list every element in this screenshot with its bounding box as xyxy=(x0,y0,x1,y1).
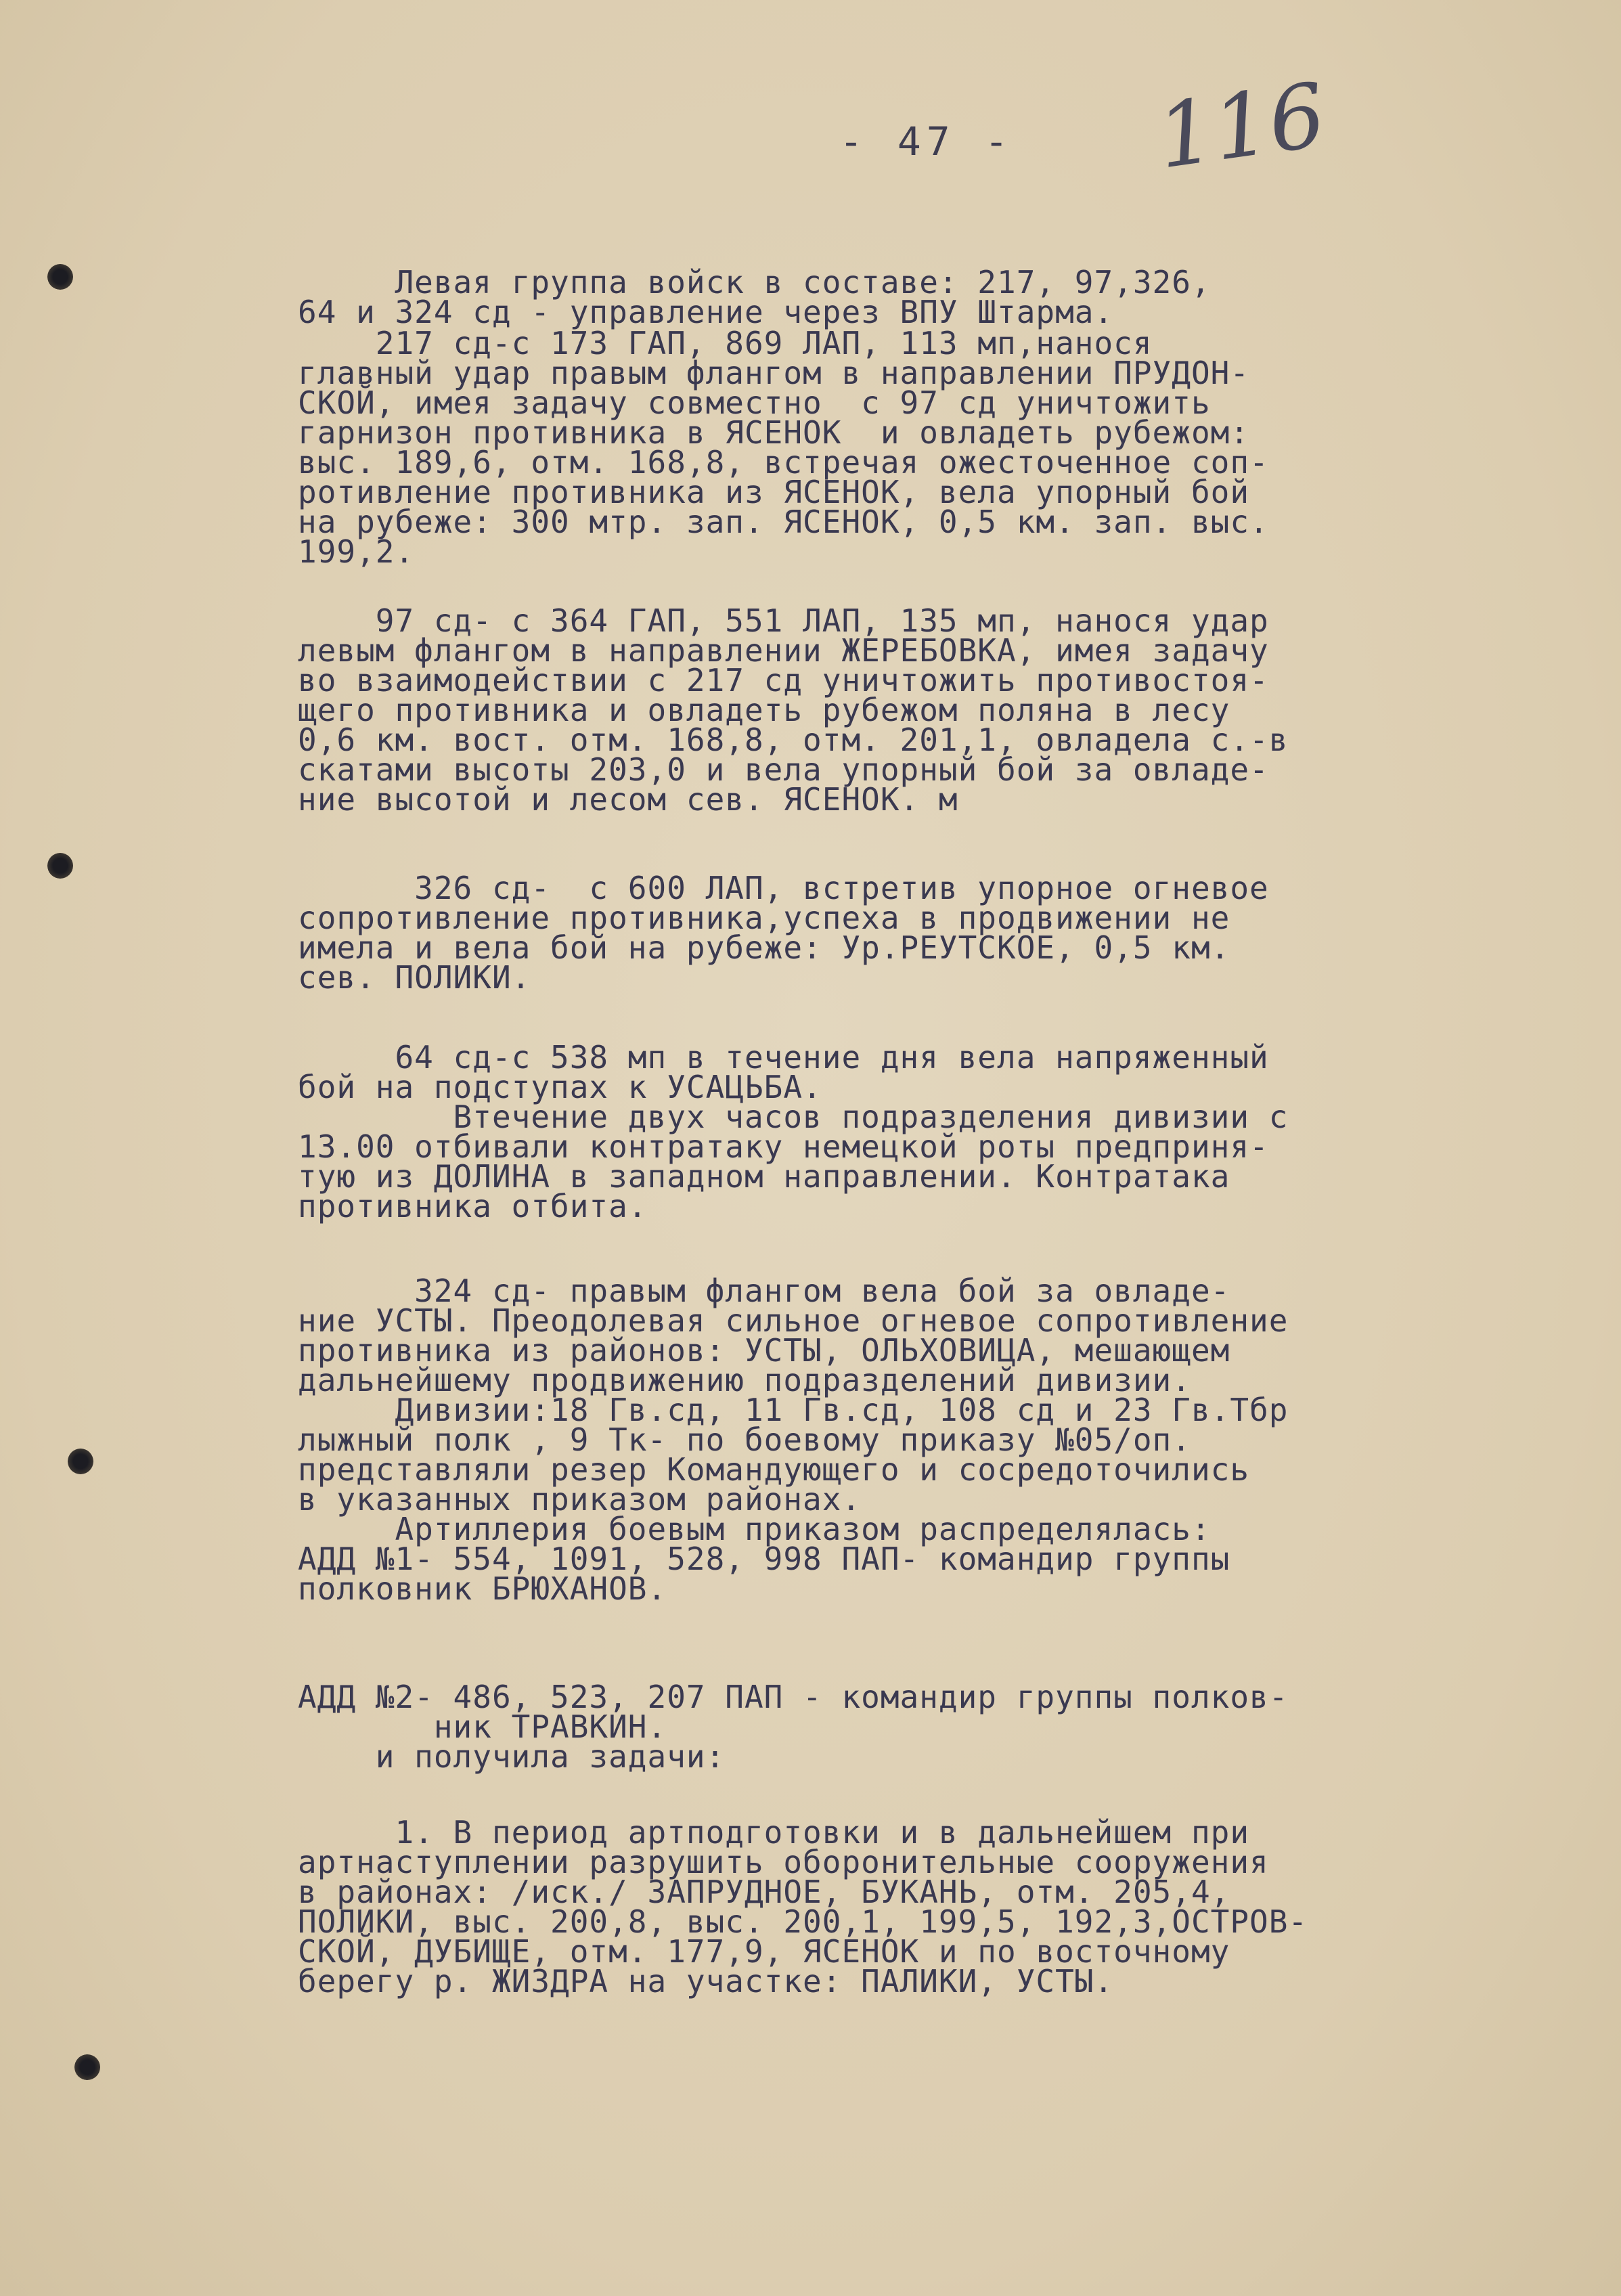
paragraph-326-sd xyxy=(298,870,1489,996)
text-line: Втечение двух часов подразделения дивизии с xyxy=(298,1099,1289,1135)
text-line: 324 сд- правым флангом вела бой за овладе- xyxy=(298,1273,1230,1309)
text-line: АДД №2- 486, 523, 207 ПАП - командир группы полков- xyxy=(298,1679,1289,1715)
text-line: дальнейшему продвижению подразделений дивизии. xyxy=(298,1362,1191,1398)
paragraph-97-sd xyxy=(298,602,1489,818)
text-line: скатами высоты 203,0 и вела упорный бой за овладе- xyxy=(298,751,1269,788)
text-line: противника из районов: УСТЫ, ОЛЬХОВИЦА, мешающем xyxy=(298,1332,1230,1369)
punch-hole-3 xyxy=(68,1449,93,1474)
text-line: ние УСТЫ. Преодолевая сильное огневое сопротивление xyxy=(298,1302,1289,1339)
text-line: 13.00 отбивали контратаку немецкой роты предприня- xyxy=(298,1128,1269,1165)
text-line: 1. В период артподготовки и в дальнейшем при xyxy=(298,1814,1250,1851)
text-line: 64 сд-с 538 мп в течение дня вела напряженный xyxy=(298,1039,1269,1076)
paragraph-217-sd xyxy=(298,325,1489,570)
paragraph-add-2 xyxy=(298,1679,1489,1775)
text-line: полковник БРЮХАНОВ. xyxy=(298,1570,667,1607)
text-line: АДД №1- 554, 1091, 528, 998 ПАП- командир группы xyxy=(298,1541,1230,1577)
text-line: в районах: /иск./ ЗАПРУДНОЕ, БУКАНЬ, отм. 205,4, xyxy=(298,1874,1230,1910)
text-line: Дивизии:18 Гв.сд, 11 Гв.сд, 108 сд и 23 Гв.Тбр xyxy=(298,1392,1289,1428)
punch-hole-2 xyxy=(47,853,73,879)
text-line: 199,2. xyxy=(298,533,415,570)
punch-hole-1 xyxy=(47,264,73,290)
text-line: и получила задачи: xyxy=(298,1738,726,1775)
text-line: во взаимодействии с 217 сд уничтожить противостоя- xyxy=(298,662,1269,699)
paragraph-tasks-1 xyxy=(298,1814,1489,2000)
text-line: главный удар правым флангом в направлении ПРУДОН- xyxy=(298,355,1250,391)
text-line: сопротивление противника,успеха в продвижении не xyxy=(298,900,1230,936)
text-line: 97 сд- с 364 ГАП, 551 ЛАП, 135 мп, нанося удар xyxy=(298,602,1269,639)
text-line: берегу р. ЖИЗДРА на участке: ПАЛИКИ, УСТЫ. xyxy=(298,1963,1114,2000)
paragraph-324-sd xyxy=(298,1273,1489,1607)
text-line: представляли резер Командующего и сосредоточились xyxy=(298,1451,1250,1488)
text-line: артнаступлении разрушить оборонительные сооружения xyxy=(298,1844,1269,1880)
text-line: ние высотой и лесом сев. ЯСЕНОК. м xyxy=(298,781,958,818)
text-line: 217 сд-с 173 ГАП, 869 ЛАП, 113 мп,нанося xyxy=(298,325,1153,361)
page-number: - 47 - xyxy=(839,118,1014,164)
text-line: Артиллерия боевым приказом распределялась: xyxy=(298,1511,1211,1547)
text-line: противника отбита. xyxy=(298,1188,648,1224)
text-line: бой на подступах к УСАЦЬБА. xyxy=(298,1069,822,1105)
text-line: СКОЙ, имея задачу совместно с 97 сд уничтожить xyxy=(298,384,1211,421)
text-line: 326 сд- с 600 ЛАП, встретив упорное огневое xyxy=(298,870,1269,906)
text-line: Левая группа войск в составе: 217, 97,326, xyxy=(298,264,1211,301)
text-line: ПОЛИКИ, выс. 200,8, выс. 200,1, 199,5, 192,3,ОСТРОВ- xyxy=(298,1903,1308,1940)
punch-hole-4 xyxy=(74,2054,100,2080)
paragraph-left-group xyxy=(298,264,1489,330)
text-line: ротивление противника из ЯСЕНОК, вела упорный бой xyxy=(298,474,1250,510)
text-line: 64 и 324 сд - управление через ВПУ Штарма. xyxy=(298,294,1114,330)
text-line: ник ТРАВКИН. xyxy=(298,1708,667,1745)
text-line: гарнизон противника в ЯСЕНОК и овладеть рубежом: xyxy=(298,414,1250,451)
handwritten-folio-number: 116 xyxy=(1151,63,1332,189)
text-line: левым флангом в направлении ЖЕРЕБОВКА, имея задачу xyxy=(298,632,1269,669)
text-line: тую из ДОЛИНА в западном направлении. Контратака xyxy=(298,1158,1230,1195)
text-line: на рубеже: 300 мтр. зап. ЯСЕНОК, 0,5 км. зап. выс. xyxy=(298,504,1269,540)
paragraph-64-sd xyxy=(298,1039,1489,1224)
text-line: выс. 189,6, отм. 168,8, встречая ожесточенное соп- xyxy=(298,444,1269,481)
text-line: сев. ПОЛИКИ. xyxy=(298,959,531,996)
text-line: СКОЙ, ДУБИЩЕ, отм. 177,9, ЯСЕНОК и по восточному xyxy=(298,1933,1230,1970)
text-line: лыжный полк , 9 Тк- по боевому приказу №05/оп. xyxy=(298,1421,1191,1458)
text-line: щего противника и овладеть рубежом поляна в лесу xyxy=(298,692,1230,728)
text-line: 0,6 км. вост. отм. 168,8, отм. 201,1, овладела с.-в xyxy=(298,722,1289,758)
text-line: в указанных приказом районах. xyxy=(298,1481,862,1518)
text-line: имела и вела бой на рубеже: Ур.РЕУТСКОЕ, 0,5 км. xyxy=(298,929,1230,966)
